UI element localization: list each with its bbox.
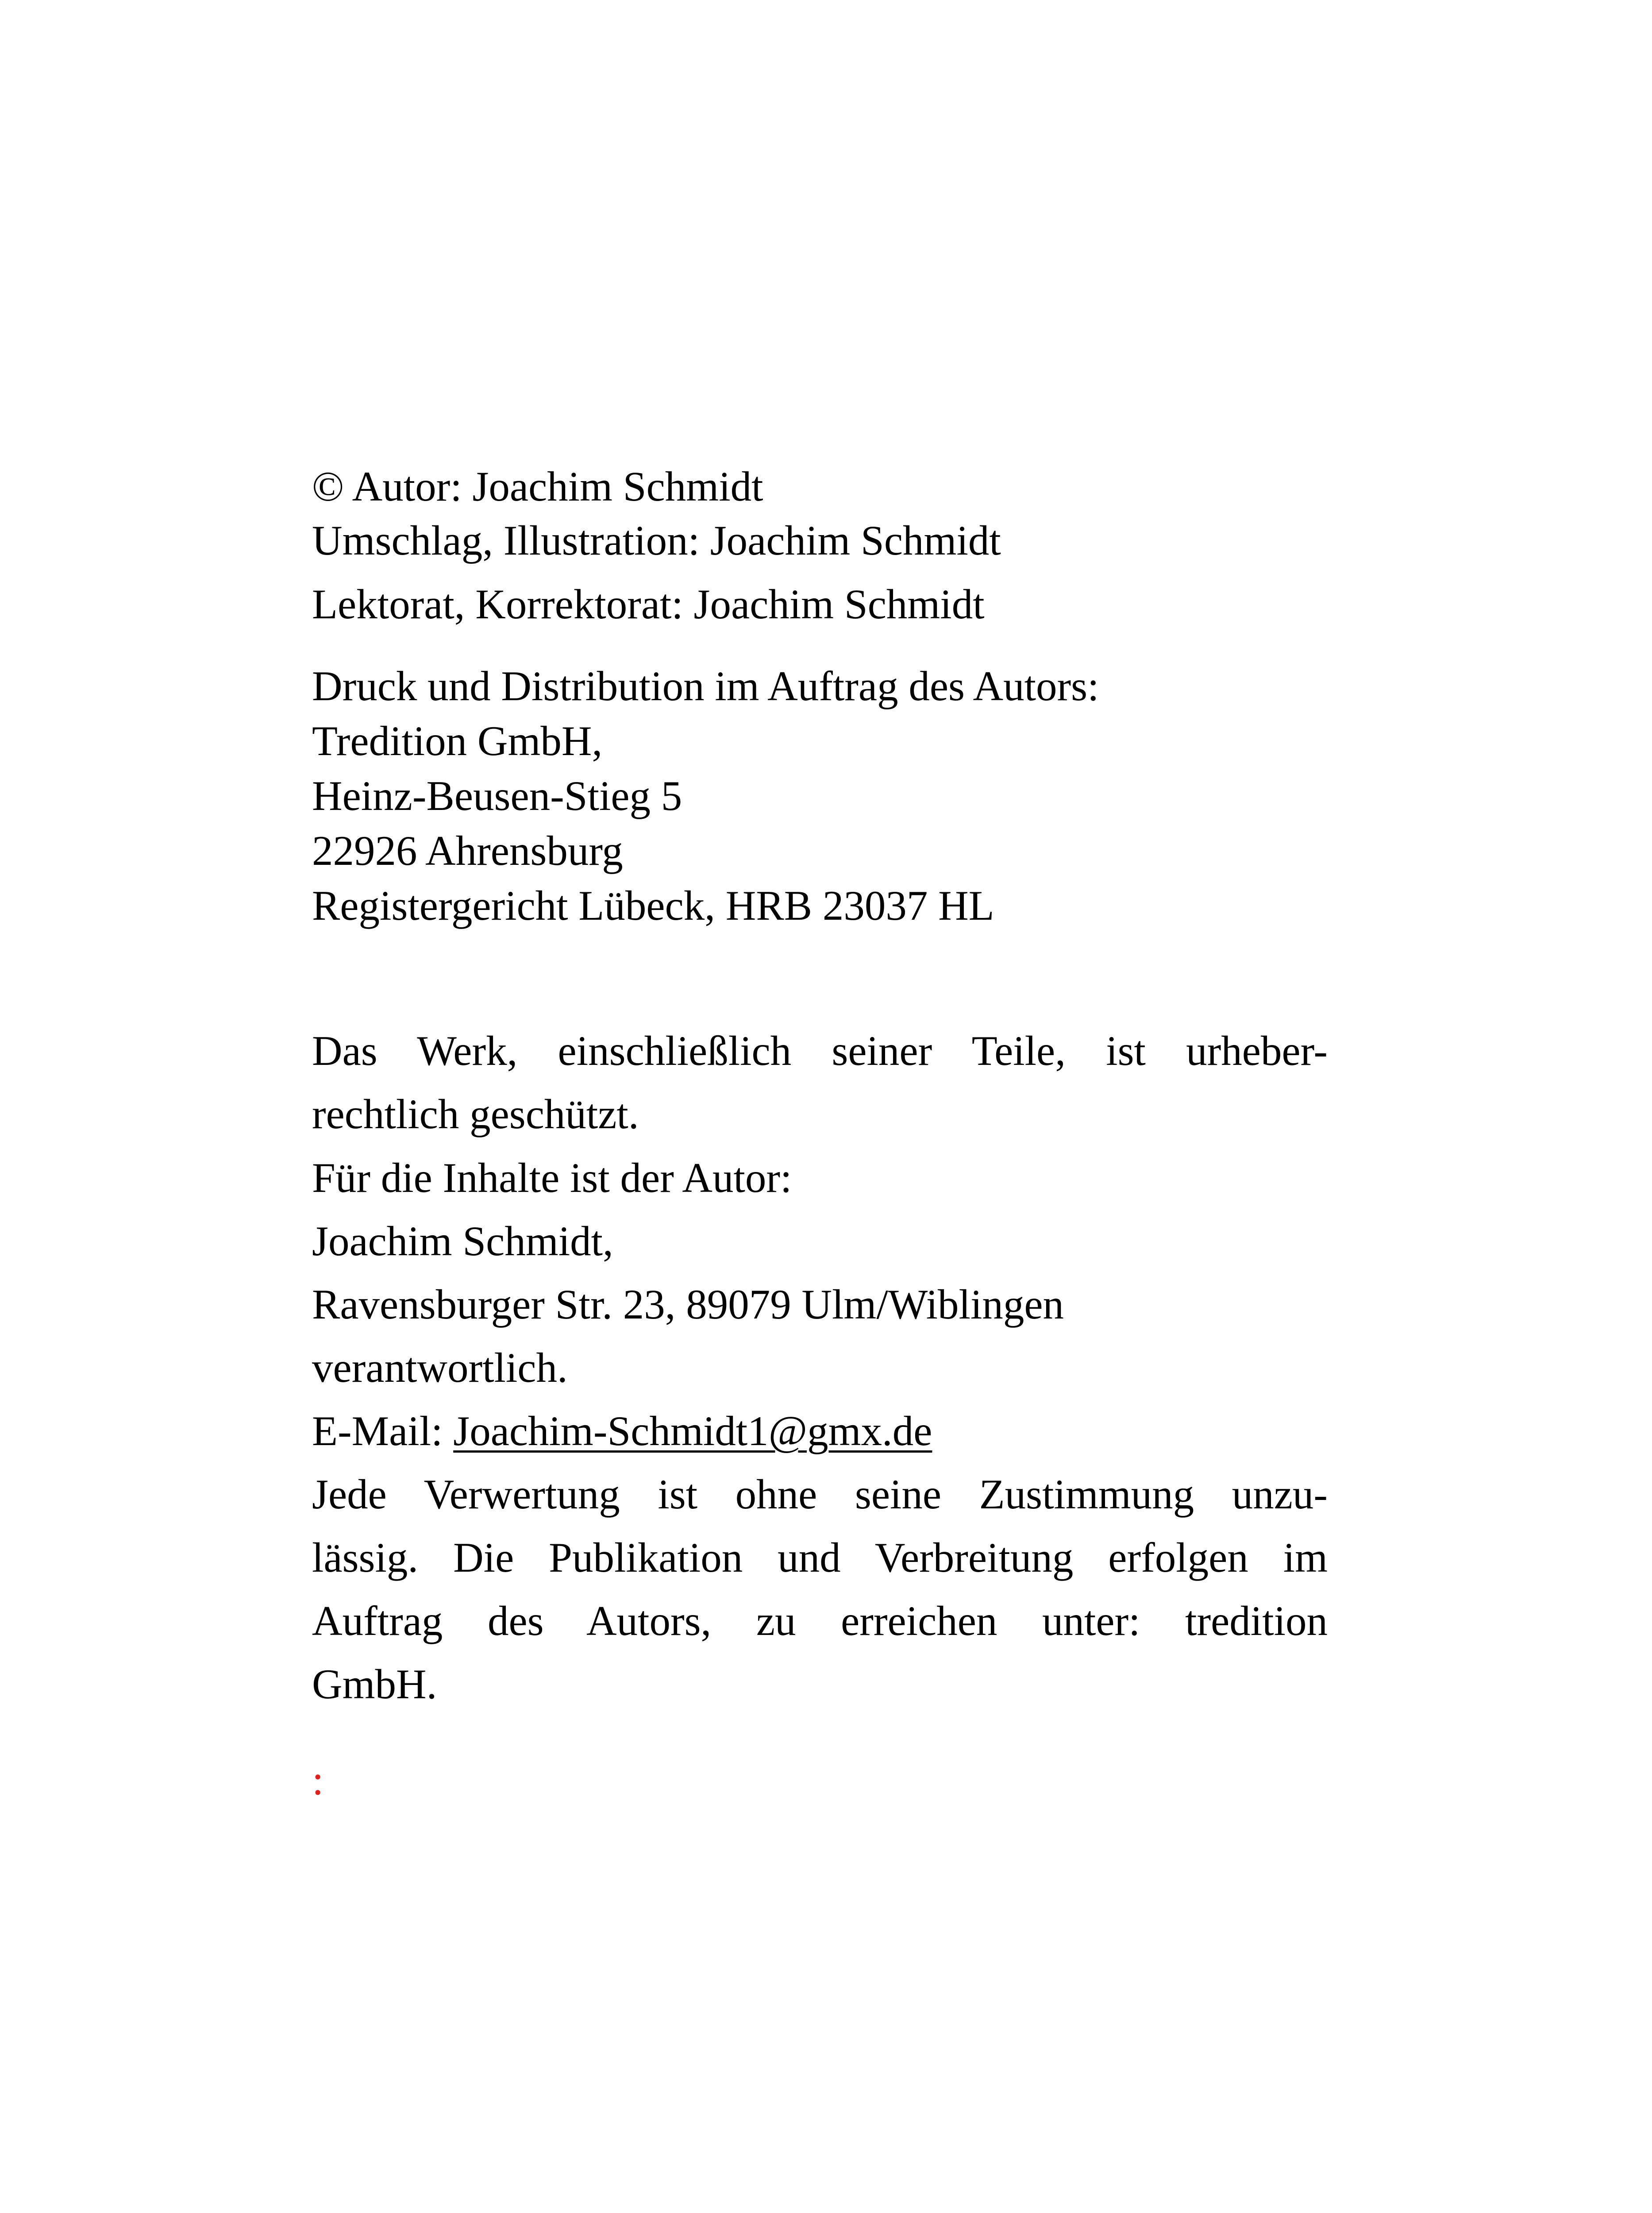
copyright-line-2: rechtlich geschützt. [312, 1091, 639, 1137]
editing-credit: Lektorat, Korrektorat: Joachim Schmidt [312, 581, 985, 628]
copyright-line-6: verantwortlich. [312, 1344, 568, 1391]
author-name: Joachim Schmidt, [312, 1218, 613, 1265]
copyright-line-11: GmbH. [312, 1661, 437, 1708]
publisher-register: Registergericht Lübeck, HRB 23037 HL [312, 882, 994, 929]
email-line [312, 1407, 932, 1454]
publisher-intro: Druck und Distribution im Auftrag des Autors: [312, 663, 1099, 709]
copyright-line-8: Jede Verwertung ist ohne seine Zustimmung unzu- [312, 1471, 1328, 1518]
copyright-line-9: lässig. Die Publikation und Verbreitung erfolgen im [312, 1534, 1328, 1581]
publisher-name: Tredition GmbH, [312, 717, 603, 764]
cover-credit: Umschlag, Illustration: Joachim Schmidt [312, 517, 1001, 564]
author-credit: © Autor: Joachim Schmidt [312, 463, 763, 510]
copyright-line-1: Das Werk, einschließlich seiner Teile, ist urheber- [312, 1027, 1328, 1074]
author-address: Ravensburger Str. 23, 89079 Ulm/Wiblingen [312, 1281, 1064, 1328]
publisher-city: 22926 Ahrensburg [312, 827, 623, 874]
email-label: E-Mail: [312, 1407, 454, 1454]
publisher-street: Heinz-Beusen-Stieg 5 [312, 772, 682, 819]
copyright-line-3: Für die Inhalte ist der Autor: [312, 1154, 792, 1201]
copyright-line-10: Auftrag des Autors, zu erreichen unter: tredition [312, 1597, 1328, 1644]
red-colon-marker: : [312, 1757, 324, 1804]
email-link[interactable]: Joachim-Schmidt1@gmx.de [453, 1407, 932, 1454]
